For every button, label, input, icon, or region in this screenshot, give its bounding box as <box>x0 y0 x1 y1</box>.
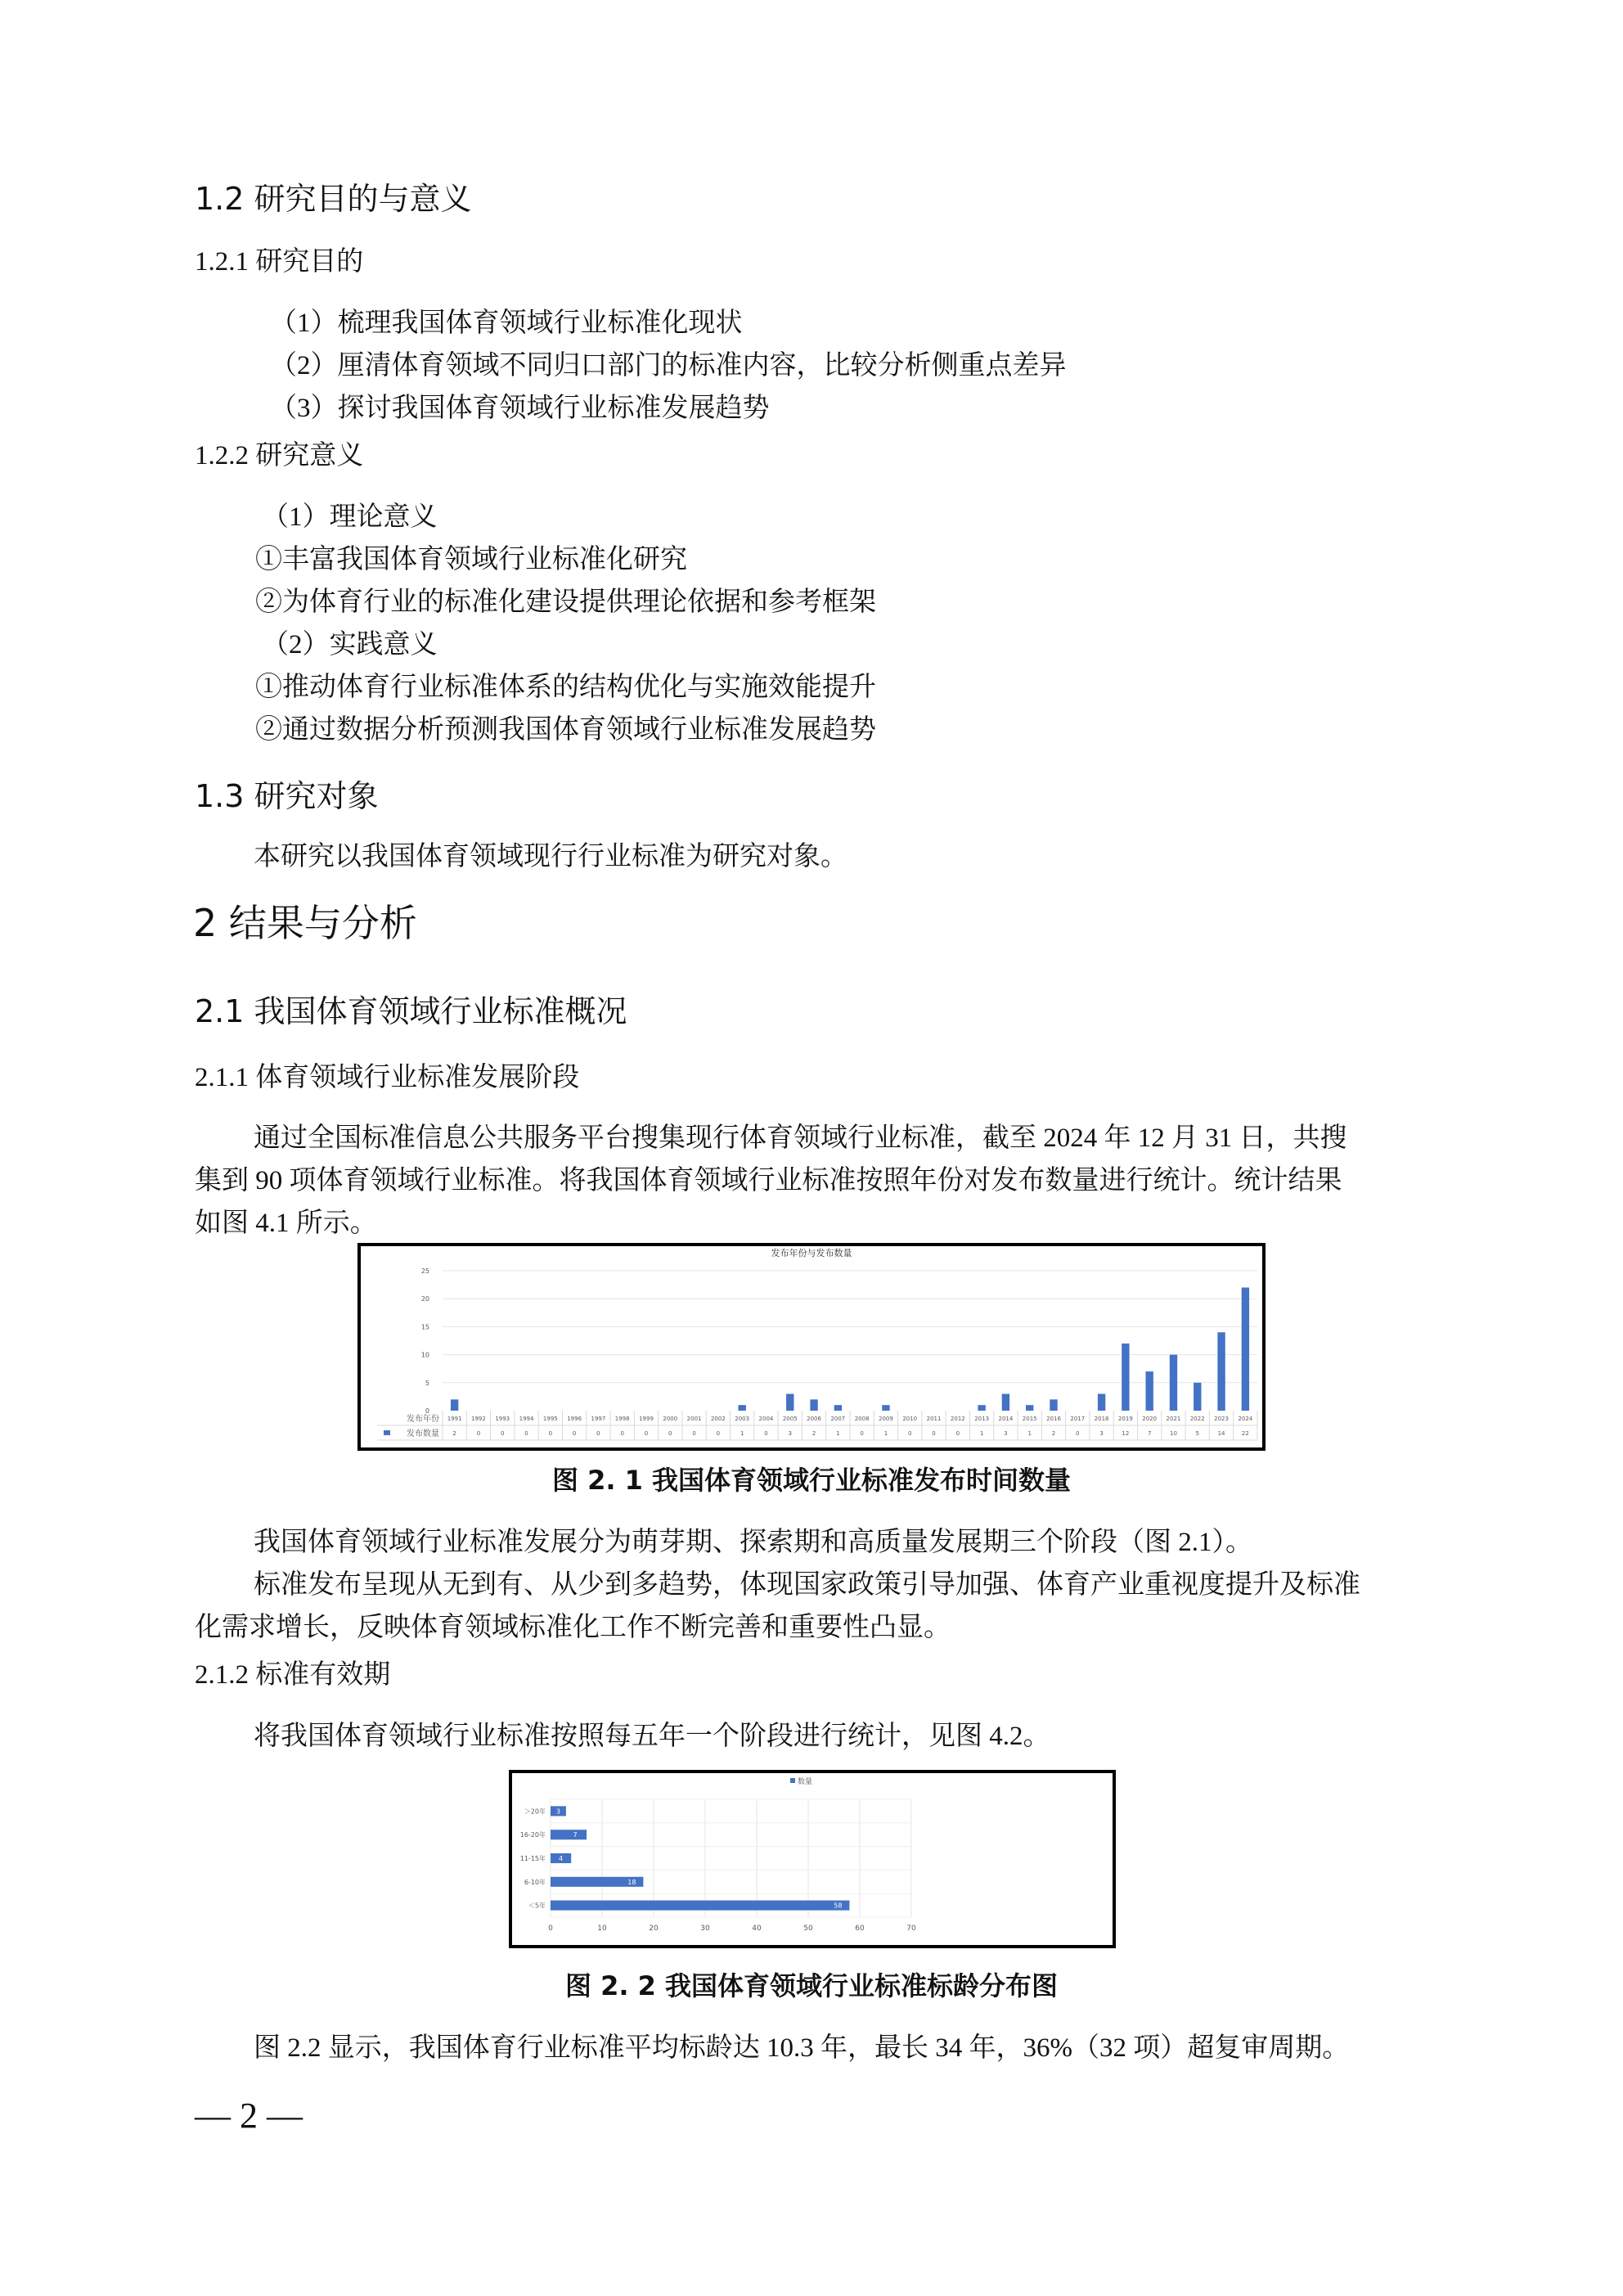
x-tick-label: 2020 <box>1142 1416 1158 1422</box>
figure-2-1-chart <box>361 1246 1262 1447</box>
x-tick-label: 1998 <box>614 1416 630 1422</box>
x-tick-label: 1991 <box>447 1416 462 1422</box>
bar-2020 <box>1145 1371 1153 1411</box>
data-label: 1 <box>1027 1430 1032 1437</box>
data-label: 1 <box>836 1430 840 1437</box>
legend-swatch <box>790 1778 795 1783</box>
x-tick-label: 2019 <box>1117 1416 1133 1422</box>
x-tick-label: 2006 <box>807 1416 821 1422</box>
bar-2014 <box>1002 1393 1009 1411</box>
bar-2005 <box>786 1393 794 1411</box>
bar-2018 <box>1098 1393 1105 1411</box>
x-tick-label: 1999 <box>639 1416 654 1422</box>
x-tick-label: 2015 <box>1022 1416 1037 1422</box>
x-tick-label: 40 <box>752 1925 762 1933</box>
x-tick-label: 2008 <box>854 1416 870 1422</box>
data-label: 0 <box>860 1430 864 1437</box>
data-label: 0 <box>764 1430 768 1437</box>
bar-2021 <box>1170 1355 1177 1411</box>
x-tick-label: 2024 <box>1238 1416 1253 1422</box>
y-tick-label: 10 <box>420 1351 429 1359</box>
body-paragraph: 图 2.2 显示，我国体育行业标准平均标龄达 10.3 年，最长 34 年，36%（32 项）超复审周期。 <box>254 2033 1350 2063</box>
body-paragraph: 本研究以我国体育领域现行行业标准为研究对象。 <box>254 842 847 871</box>
x-tick-label: 0 <box>548 1925 553 1933</box>
y-tick-label: 0 <box>425 1407 429 1415</box>
x-tick-label: 2017 <box>1070 1416 1086 1422</box>
bar-16-20年 <box>551 1830 587 1839</box>
x-tick-label: 2005 <box>782 1416 798 1422</box>
section-heading-1-2-1: 1.2.1 研究目的 <box>195 247 364 277</box>
data-label: 22 <box>1241 1430 1249 1437</box>
figure-2-2-caption: 图 2. 2 我国体育领域行业标准标龄分布图 <box>564 1970 1059 2001</box>
data-label: 0 <box>716 1430 721 1437</box>
body-paragraph: 通过全国标准信息公共服务平台搜集现行体育领域行业标准，截至 2024 年 12 月 31 日，共搜 <box>254 1123 1347 1153</box>
data-label: 0 <box>548 1430 553 1437</box>
y-tick-label: ＞20年 <box>524 1808 546 1816</box>
data-label: 0 <box>596 1430 600 1437</box>
data-label: 0 <box>501 1430 505 1437</box>
x-tick-label: 2021 <box>1166 1416 1181 1422</box>
data-label: 0 <box>572 1430 577 1437</box>
y-tick-label: 11-15年 <box>519 1855 546 1862</box>
x-tick-label: 2009 <box>879 1416 893 1422</box>
figure-2-2-chart <box>512 1773 1113 1945</box>
significance-item: ①推动体育行业标准体系的结构优化与实施效能提升 <box>255 673 876 702</box>
x-tick-label: 2023 <box>1214 1416 1229 1422</box>
figure-2-1-caption: 图 2. 1 我国体育领域行业标准发布时间数量 <box>551 1465 1072 1496</box>
x-tick-label: 2022 <box>1189 1416 1205 1422</box>
bar-2016 <box>1050 1399 1057 1411</box>
body-paragraph: 化需求增长，反映体育领域标准化工作不断完善和重要性凸显。 <box>195 1613 951 1642</box>
data-label: 0 <box>476 1430 481 1437</box>
section-heading-1-2-2: 1.2.2 研究意义 <box>195 441 364 470</box>
x-tick-label: 1997 <box>591 1416 606 1422</box>
body-paragraph: 集到 90 项体育领域行业标准。将我国体育领域行业标准按照年份对发布数量进行统计。统计结果 <box>195 1166 1342 1195</box>
data-label: 0 <box>955 1430 960 1437</box>
significance-item: （2）实践意义 <box>262 630 438 660</box>
chart-title: 发布年份与发布数量 <box>771 1248 852 1258</box>
data-label: 0 <box>524 1430 528 1437</box>
y-tick-label: 25 <box>420 1267 429 1275</box>
data-label: 2 <box>452 1430 456 1437</box>
y-tick-label: 5 <box>425 1379 429 1387</box>
y-tick-label: 20 <box>420 1295 429 1303</box>
x-tick-label: 1995 <box>542 1416 558 1422</box>
x-tick-label: 1996 <box>567 1416 582 1422</box>
chapter-heading-2: 2 结果与分析 <box>193 901 417 945</box>
body-paragraph: 将我国体育领域行业标准按照每五年一个阶段进行统计，见图 4.2。 <box>254 1722 1050 1751</box>
significance-item: （1）理论意义 <box>262 502 438 532</box>
significance-item: ①丰富我国体育领域行业标准化研究 <box>255 545 687 574</box>
data-label: 2 <box>812 1430 816 1437</box>
data-label: 3 <box>1099 1430 1104 1437</box>
bar-2013 <box>978 1405 985 1411</box>
x-tick-label: 10 <box>597 1925 607 1933</box>
data-label: 5 <box>1195 1430 1199 1437</box>
data-label: 0 <box>620 1430 624 1437</box>
body-paragraph: 如图 4.1 所示。 <box>195 1209 377 1238</box>
bar-2009 <box>882 1405 889 1411</box>
table-row-label: 发布数量 <box>407 1429 439 1438</box>
x-tick-label: 1993 <box>495 1416 510 1422</box>
x-tick-label: 1994 <box>519 1416 534 1422</box>
y-tick-label: 6-10年 <box>524 1878 546 1886</box>
x-tick-label: 2002 <box>710 1416 726 1422</box>
x-tick-label: 2001 <box>686 1416 702 1422</box>
bar-2006 <box>810 1399 817 1411</box>
data-label: 4 <box>559 1855 564 1862</box>
bar-2024 <box>1242 1288 1249 1411</box>
x-tick-label: 2012 <box>950 1416 965 1422</box>
data-label: 0 <box>932 1430 936 1437</box>
bar-2019 <box>1122 1344 1129 1411</box>
x-tick-label: 20 <box>649 1925 659 1933</box>
legend-swatch <box>384 1430 390 1435</box>
table-row-label: 发布年份 <box>407 1415 439 1424</box>
data-label: 3 <box>788 1430 792 1437</box>
data-label: 2 <box>1051 1430 1056 1437</box>
x-tick-label: 2003 <box>735 1416 750 1422</box>
x-tick-label: 1992 <box>471 1416 486 1422</box>
figure-2-2-frame <box>509 1770 1116 1948</box>
data-label: 3 <box>555 1808 560 1816</box>
data-label: 1 <box>979 1430 984 1437</box>
figure-2-1-frame <box>357 1243 1266 1451</box>
x-tick-label: 2007 <box>830 1416 846 1422</box>
y-tick-label: 16-20年 <box>519 1831 546 1839</box>
x-tick-label: 70 <box>906 1925 916 1933</box>
section-heading-2-1: 2.1 我国体育领域行业标准概况 <box>195 993 627 1029</box>
data-label: 7 <box>573 1831 578 1839</box>
section-heading-2-1-1: 2.1.1 体育领域行业标准发展阶段 <box>195 1063 580 1092</box>
objective-item: （1）梳理我国体育领域行业标准化现状 <box>270 308 743 338</box>
data-label: 18 <box>627 1878 636 1886</box>
significance-item: ②为体育行业的标准化建设提供理论依据和参考框架 <box>255 588 876 617</box>
y-tick-label: ＜5年 <box>528 1902 546 1910</box>
objective-item: （3）探讨我国体育领域行业标准发展趋势 <box>270 394 770 423</box>
section-heading-1-2: 1.2 研究目的与意义 <box>195 181 472 217</box>
bar-2003 <box>738 1405 745 1411</box>
x-tick-label: 60 <box>855 1925 865 1933</box>
y-tick-label: 15 <box>420 1323 429 1331</box>
x-tick-label: 2014 <box>998 1416 1014 1422</box>
section-heading-2-1-2: 2.1.2 标准有效期 <box>195 1660 391 1690</box>
significance-item: ②通过数据分析预测我国体育领域行业标准发展趋势 <box>255 715 876 745</box>
bar-2022 <box>1194 1383 1201 1411</box>
bar-2023 <box>1217 1332 1225 1411</box>
bar-2015 <box>1026 1405 1033 1411</box>
x-tick-label: 50 <box>803 1925 813 1933</box>
data-label: 0 <box>668 1430 672 1437</box>
data-label: 10 <box>1170 1430 1177 1437</box>
data-label: 1 <box>740 1430 744 1437</box>
data-label: 1 <box>883 1430 888 1437</box>
x-tick-label: 2011 <box>926 1416 942 1422</box>
bar-1991 <box>451 1399 458 1411</box>
x-tick-label: 30 <box>700 1925 710 1933</box>
x-tick-label: 2000 <box>663 1416 678 1422</box>
page-number: — 2 — <box>195 2096 303 2136</box>
data-label: 58 <box>834 1902 843 1910</box>
body-paragraph: 我国体育领域行业标准发展分为萌芽期、探索期和高质量发展期三个阶段（图 2.1）。 <box>254 1528 1252 1557</box>
x-tick-label: 2010 <box>902 1416 918 1422</box>
data-label: 14 <box>1217 1430 1225 1437</box>
x-tick-label: 2004 <box>758 1416 774 1422</box>
data-label: 0 <box>908 1430 912 1437</box>
x-tick-label: 2016 <box>1046 1416 1061 1422</box>
bar-2007 <box>834 1405 842 1411</box>
section-heading-1-3: 1.3 研究对象 <box>195 778 379 814</box>
x-tick-label: 2018 <box>1094 1416 1109 1422</box>
data-label: 3 <box>1004 1430 1008 1437</box>
data-label: 0 <box>644 1430 649 1437</box>
data-label: 0 <box>692 1430 696 1437</box>
data-label: 7 <box>1147 1430 1152 1437</box>
data-label: 0 <box>1076 1430 1080 1437</box>
legend-label: 数量 <box>798 1778 813 1786</box>
body-paragraph: 标准发布呈现从无到有、从少到多趋势，体现国家政策引导加强、体育产业重视度提升及标准 <box>254 1570 1360 1600</box>
x-tick-label: 2013 <box>974 1416 990 1422</box>
objective-item: （2）厘清体育领域不同归口部门的标准内容，比较分析侧重点差异 <box>270 351 1067 380</box>
data-label: 12 <box>1122 1430 1130 1437</box>
bar-＜5年 <box>551 1901 849 1911</box>
